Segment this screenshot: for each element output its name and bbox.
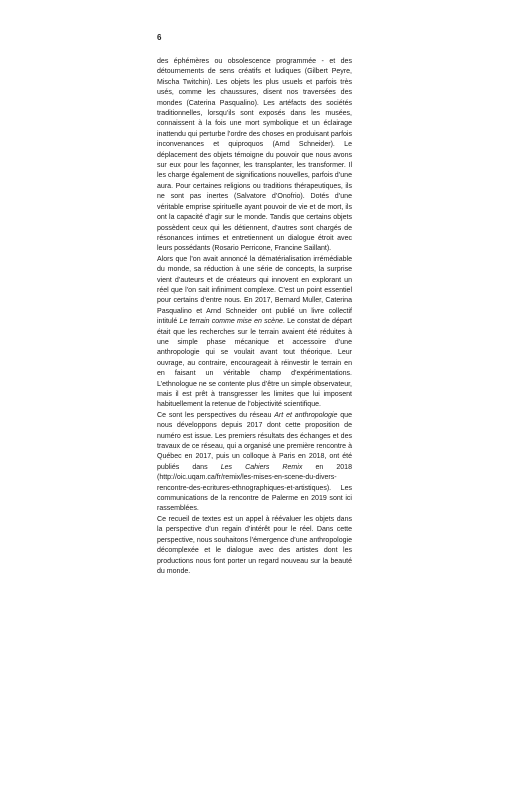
paragraph xyxy=(157,515,352,577)
page-number: 6 xyxy=(157,33,162,42)
paragraph xyxy=(157,255,352,411)
text-run: que nous développons depuis 2017 dont cette proposition de numéro est issue. Les premiers résultats des échanges et des travaux de ce réseau, qui a organisé une première rencontre à Québec en 2017, puis un colloque à Paris en 2018, ont été publiés dans xyxy=(157,411,352,471)
text-run: Ce recueil de textes est un appel à réévaluer les objets dans la perspective d’un regain d’intérêt pour le réel. Dans cette perspective, nous souhaitons l’émergence d’une anthropologie décomplexée et le dialogue avec des artistes dont les productions nous font porter un regard nouveau sur la beauté du monde. xyxy=(157,515,352,575)
italic-title: Le terrain comme mise en scène xyxy=(179,318,283,326)
text-run: Ce sont les perspectives du réseau xyxy=(157,411,275,419)
paragraph xyxy=(157,57,352,255)
text-run: Alors que l’on avait annoncé la dématérialisation irrémédiable du monde, sa réduction à une série de concepts, la surprise vient d’auteurs et de créateurs qui innovent en explorant un réel que l’on sait infiniment complexe. C’est un point essentiel pour certains d’entre nous. En 2017, Bernard Muller, Caterina Pasqualino et Arnd Schneider ont publié un livre collectif intitulé xyxy=(157,255,352,326)
text-run: des éphémères ou obsolescence programmée - et des détournements de sens créatifs et ludiques (Gilbert Peyre, Mischa Twitchin). Les objets les plus usuels et parfois très usés, comme les chaussures, disent nos traversées des mondes (Caterina Pasqualino). Les artéfacts des sociétés traditionnelles, lorsqu’ils sont exposés dans les musées, connaissent à la fois une mort symbolique et un éclairage inattendu qui perturbe l’ordre des choses en produisant parfois inconvenances et quiproquos (Arnd Schneider). Le déplacement des objets témoigne du pouvoir que nous avons sur eux pour les façonner, les transplanter, les transformer. Il les charge également de significations nouvelles, parfois d’une aura. Pour certaines religions ou traditions thérapeutiques, ils ne sont pas inertes (Salvatore d’Onofrio). Dotés d’une véritable emprise spirituelle ayant pouvoir de vie et de mort, ils ont la capacité d’agir sur le monde. Tandis que certains objets possèdent ceux qui les détiennent, d’autres sont chargés de résonances intimes et entretiennent un dialogue étroit avec leurs possédants (Rosario Perricone, Francine Saillant). xyxy=(157,58,352,253)
italic-title: Art et anthropologie xyxy=(274,411,338,419)
paragraph xyxy=(157,411,352,515)
text-run: en 2018 (http://oic.uqam.ca/fr/remix/les-mises-en-scene-du-divers-rencontre-des-ecritures-ethnographiques-et-artistiques). Les communications de la rencontre de Palerme en 2019 sont ici rassemblées. xyxy=(157,463,353,513)
body-text xyxy=(157,57,352,577)
text-run: . Le constat de départ était que les recherches sur le terrain avaient été réduites à une simple phase mécanique et accessoire d’une anthropologie qui se voulait avant tout théorique. Leur ouvrage, au contraire, encourageait à réinvestir le terrain en en faisant un véritable champ d’expérimentations. L’ethnologue ne se contente plus d’être un simple observateur, mais il est prêt à transgresser les limites que lui imposent habituellement la retenue de l’objectivité scientifique. xyxy=(157,318,352,409)
italic-title: Les Cahiers Remix xyxy=(220,463,303,471)
